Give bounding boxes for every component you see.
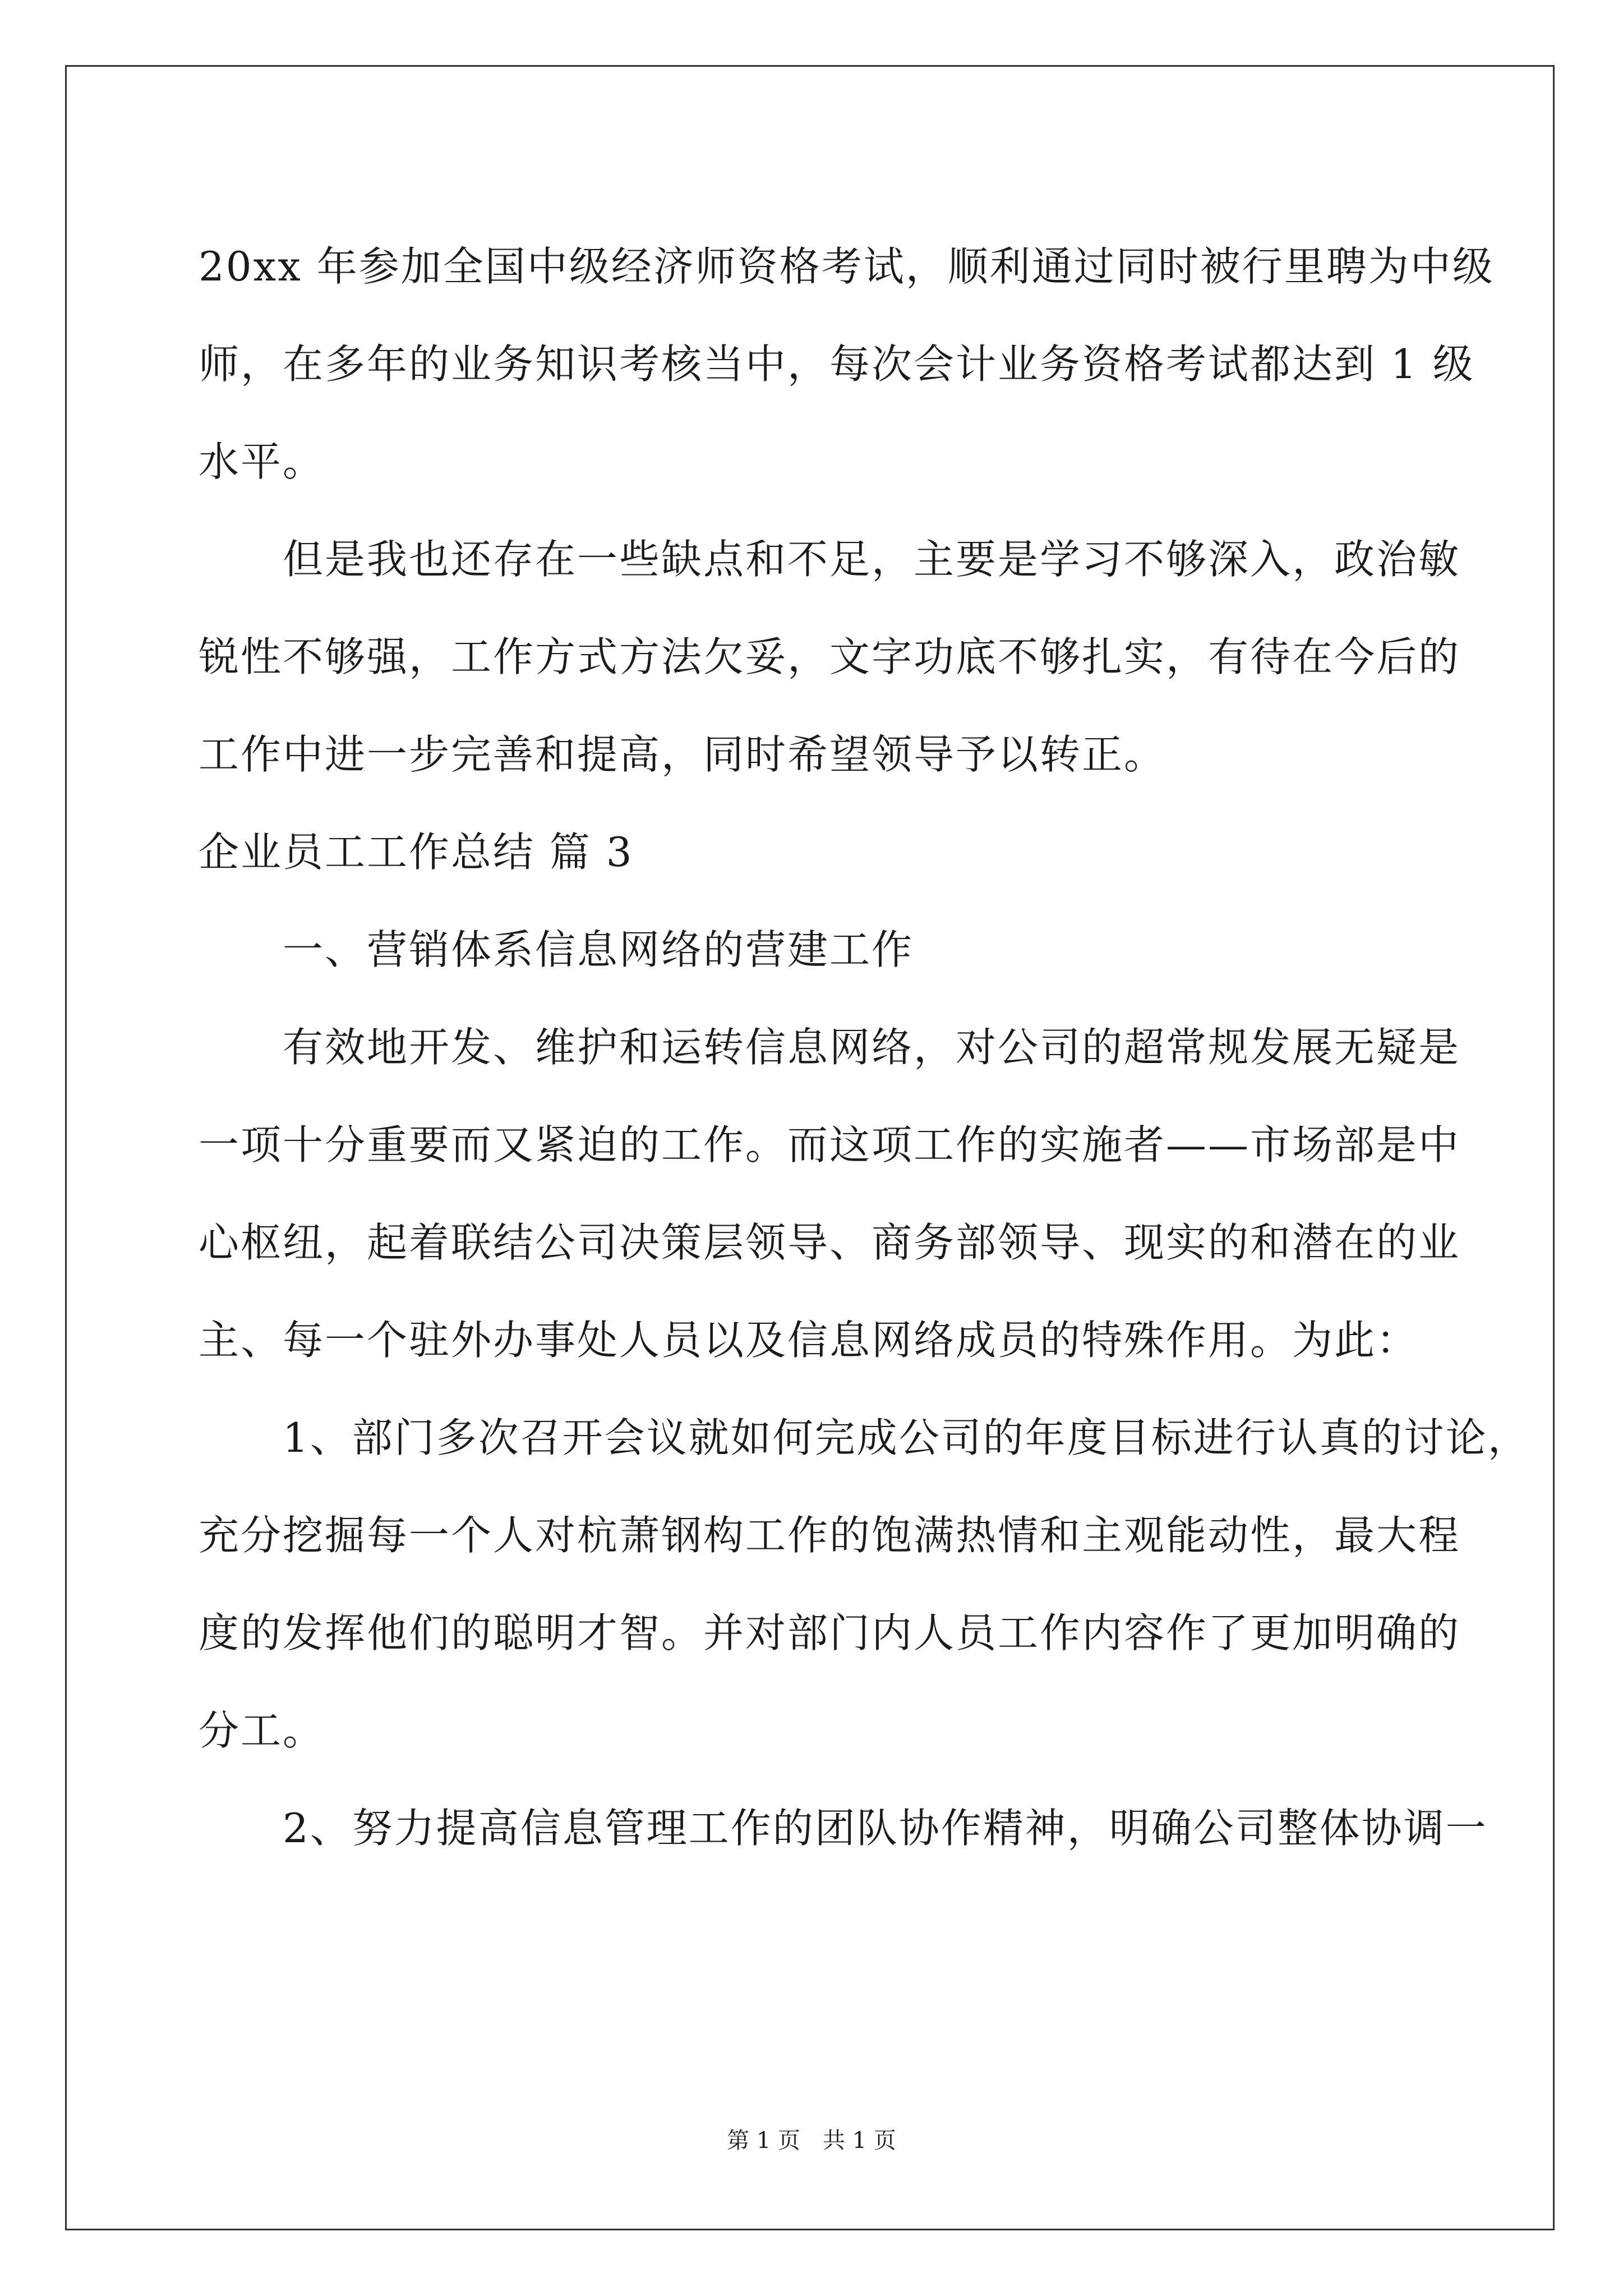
text-line: 度的发挥他们的聪明才智。并对部门内人员工作内容作了更加明确的 [199,1609,1461,1657]
page-number: 第 1 页 [727,2128,800,2154]
text-line: 主、每一个驻外办事处人员以及信息网络成员的特殊作用。为此： [199,1317,1419,1364]
text-line: 师，在多年的业务知识考核当中，每次会计业务资格考试都达到 1 级 [199,341,1475,388]
text-line: 分工。 [199,1707,325,1754]
text-line: 20xx 年参加全国中级经济师资格考试，顺利通过同时被行里聘为中级 [199,243,1495,290]
text-line: 水平。 [199,438,325,485]
text-line: 充分挖掘每一个人对杭萧钢构工作的饱满热情和主观能动性，最大程 [199,1512,1461,1559]
text-line: 锐性不够强，工作方式方法欠妥，文字功底不够扎实，有待在今后的 [199,633,1461,680]
text-line: 一、营销体系信息网络的营建工作 [283,926,914,973]
text-line: 工作中进一步完善和提高，同时希望领导予以转正。 [199,731,1166,778]
text-line: 心枢纽，起着联结公司决策层领导、商务部领导、现实的和潜在的业 [199,1219,1461,1266]
page-footer [0,2124,1623,2157]
text-line: 有效地开发、维护和运转信息网络，对公司的超常规发展无疑是 [283,1024,1461,1071]
page-total: 共 1 页 [823,2128,896,2154]
text-line: 一项十分重要而又紧迫的工作。而这项工作的实施者——市场部是中 [199,1121,1461,1168]
text-line: 1、部门多次召开会议就如何完成公司的年度目标进行认真的讨论， [283,1414,1530,1461]
document-body [199,218,1530,1877]
text-line: 2、努力提高信息管理工作的团队协作精神，明确公司整体协调一 [283,1805,1488,1852]
text-line: 但是我也还存在一些缺点和不足，主要是学习不够深入，政治敏 [283,536,1461,583]
text-line: 企业员工工作总结 篇 3 [199,829,634,876]
